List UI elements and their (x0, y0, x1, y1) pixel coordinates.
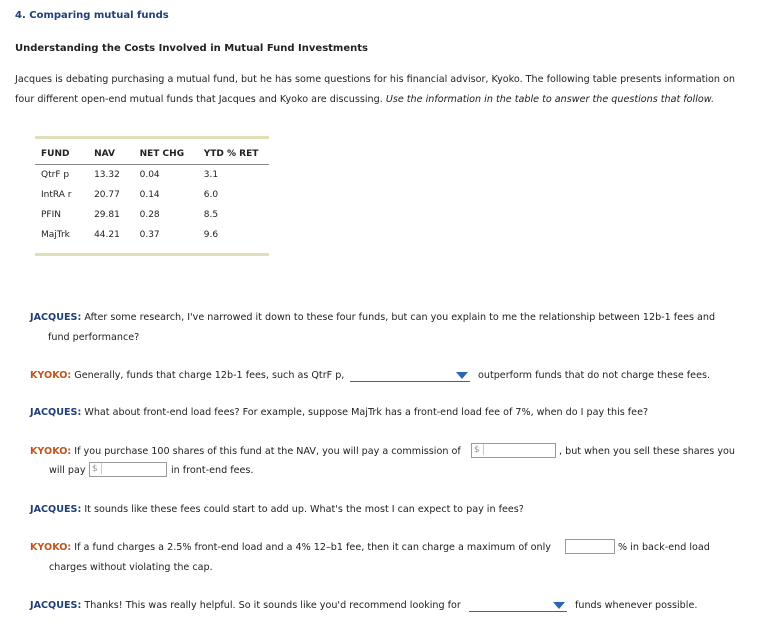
cell-net-chg: 0.37 (139, 230, 160, 240)
cell-ytd: 3.1 (203, 170, 219, 180)
prefix-divider (483, 444, 484, 455)
table-row (35, 225, 269, 245)
jacques-text: Thanks! This was really helpful. So it sounds like you'd recommend looking for (84, 600, 461, 611)
jacques-text: It sounds like these fees could start to add up. What's the most I can expect to pay in fees? (84, 504, 524, 515)
cell-ytd: 9.6 (203, 230, 219, 240)
dollar-prefix: $ (92, 464, 98, 474)
cell-net-chg: 0.04 (139, 170, 160, 180)
kyoko-text-after: % in back-end load (618, 542, 710, 553)
speaker-jacques: JACQUES: (30, 312, 82, 323)
chevron-down-icon (553, 602, 565, 609)
cell-fund: MajTrk (41, 230, 70, 240)
cell-fund: QtrF p (41, 170, 70, 180)
jacques-question-2 (30, 407, 648, 418)
kyoko-text-after: outperform funds that do not charge these fees. (478, 370, 711, 381)
jacques-question-1 (30, 308, 745, 348)
speaker-kyoko: KYOKO: (30, 370, 72, 381)
table-header-row (35, 146, 269, 165)
jacques-text: After some research, I've narrowed it down to these four funds, but can you explain to me the relationship between 12b-1 fees and (84, 312, 716, 323)
cell-nav: 13.32 (94, 170, 120, 180)
fee-performance-dropdown[interactable] (350, 369, 470, 382)
chevron-down-icon (456, 372, 468, 379)
cell-nav: 29.81 (94, 210, 120, 220)
section-title: Understanding the Costs Involved in Mutual Fund Investments (15, 43, 368, 54)
intro-text: Jacques is debating purchasing a mutual fund, but he has some questions for his financial advisor, Kyoko. The following table presents information on four different open-end mutual funds that Jacques and Kyoko are discussing. (15, 74, 735, 105)
speaker-jacques: JACQUES: (30, 504, 82, 515)
kyoko-answer-1 (30, 370, 344, 381)
funds-table-container (35, 136, 269, 256)
cell-nav: 44.21 (94, 230, 120, 240)
jacques-question-4 (30, 600, 461, 611)
kyoko-text-after: in front-end fees. (171, 465, 254, 476)
jacques-question-3 (30, 504, 524, 515)
jacques-text-after: funds whenever possible. (575, 600, 698, 611)
intro-paragraph (15, 70, 751, 110)
intro-instruction: Use the information in the table to answer the questions that follow. (385, 94, 715, 105)
jacques-text-cont: fund performance? (48, 332, 140, 343)
speaker-kyoko: KYOKO: (30, 446, 72, 457)
fund-type-dropdown[interactable] (469, 599, 567, 612)
header-net-chg: NET CHG (134, 146, 198, 165)
funds-table (35, 146, 269, 245)
header-ytd-ret: YTD % RET (198, 146, 269, 165)
kyoko-text-cont: charges without violating the cap. (49, 562, 213, 573)
speaker-jacques: JACQUES: (30, 407, 82, 418)
question-title: 4. Comparing mutual funds (15, 10, 169, 21)
backend-load-input[interactable] (565, 539, 615, 554)
speaker-kyoko: KYOKO: (30, 542, 72, 553)
cell-net-chg: 0.14 (139, 190, 160, 200)
kyoko-text: If you purchase 100 shares of this fund at the NAV, you will pay a commission of (74, 446, 461, 457)
table-row (35, 165, 269, 186)
kyoko-text-cont: will pay (49, 465, 86, 476)
kyoko-text-after: , but when you sell these shares you (559, 446, 735, 457)
kyoko-text: Generally, funds that charge 12b-1 fees, such as QtrF p, (74, 370, 345, 381)
kyoko-text: If a fund charges a 2.5% front-end load and a 4% 12–b1 fee, then it can charge a maximum of only (74, 542, 551, 553)
header-fund: FUND (35, 146, 88, 165)
table-row (35, 185, 269, 205)
cell-ytd: 8.5 (203, 210, 219, 220)
commission-input[interactable] (471, 443, 556, 458)
cell-net-chg: 0.28 (139, 210, 160, 220)
cell-fund: IntRA r (41, 190, 72, 200)
kyoko-answer-3 (30, 542, 551, 553)
front-end-fee-input[interactable] (89, 462, 167, 477)
dollar-prefix: $ (474, 445, 480, 455)
cell-nav: 20.77 (94, 190, 120, 200)
cell-fund: PFIN (41, 210, 61, 220)
cell-ytd: 6.0 (203, 190, 219, 200)
speaker-jacques: JACQUES: (30, 600, 82, 611)
table-bottom-rule (35, 253, 269, 256)
table-top-rule (35, 136, 269, 139)
table-row (35, 205, 269, 225)
kyoko-answer-2 (30, 446, 461, 457)
jacques-text: What about front-end load fees? For example, suppose MajTrk has a front-end load fee of 7%, when do I pay this fee? (84, 407, 649, 418)
header-nav: NAV (88, 146, 134, 165)
prefix-divider (101, 463, 102, 474)
